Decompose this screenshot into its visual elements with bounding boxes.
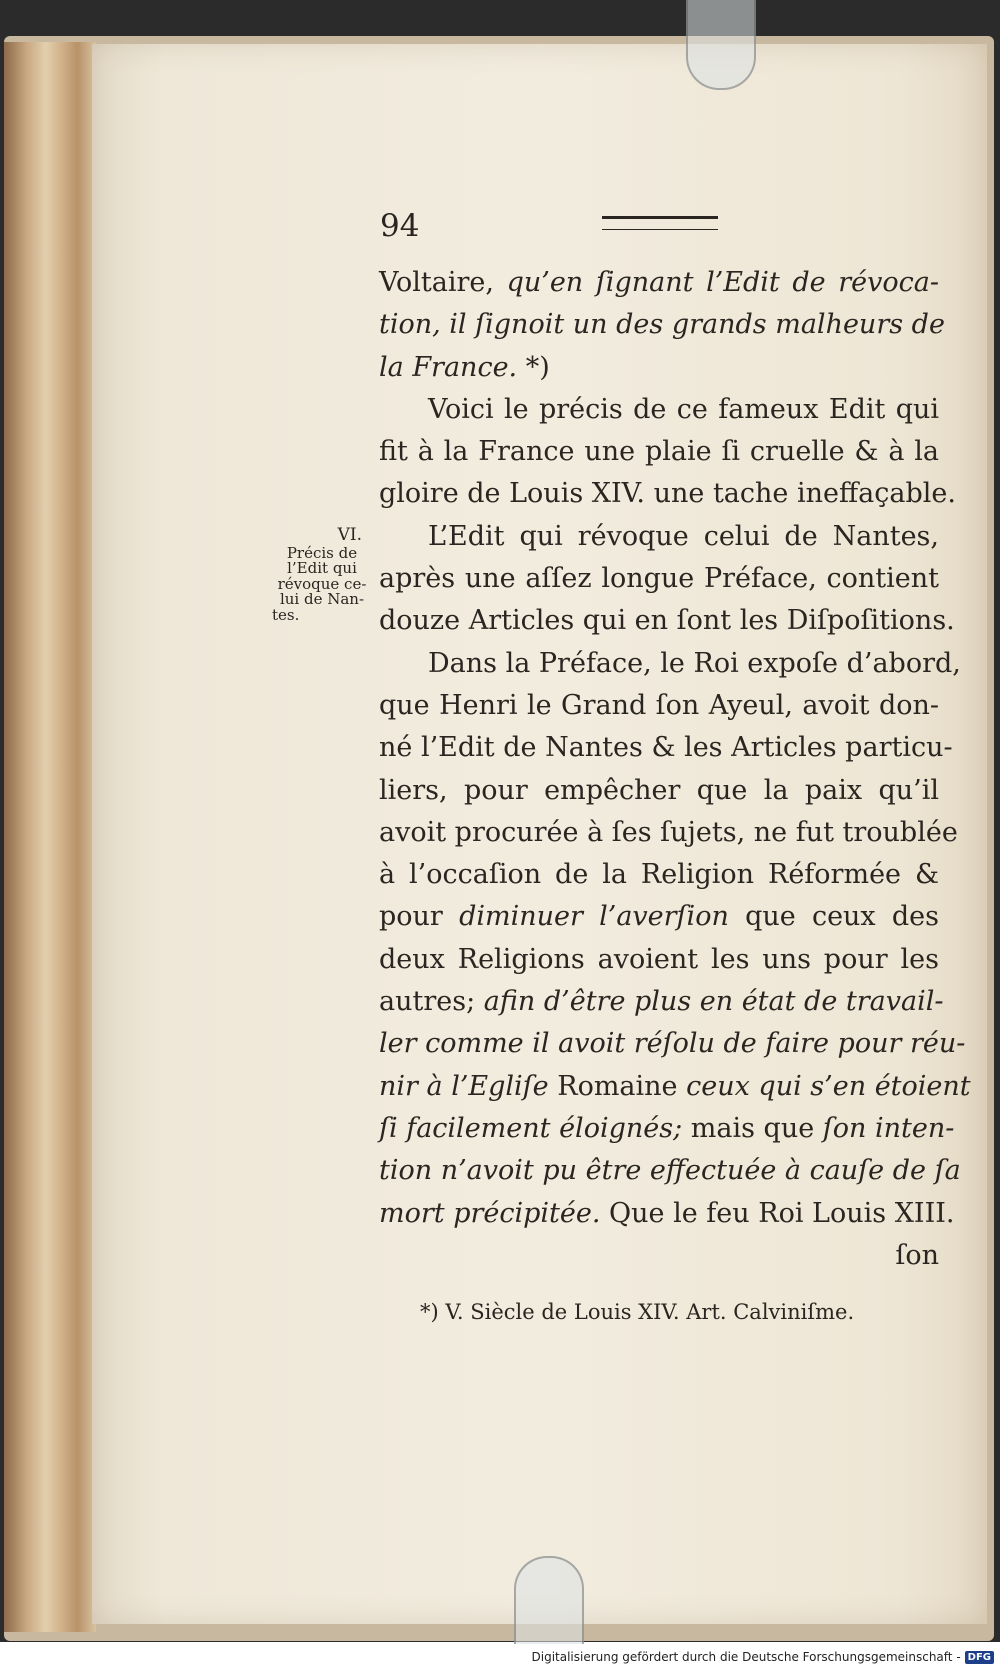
marginal-note-line: lui de Nan- [279, 590, 365, 608]
text-line [379, 558, 939, 600]
text-line [379, 1193, 955, 1235]
header-rule [602, 216, 718, 230]
text-line [379, 262, 939, 304]
page-clip-top [686, 0, 756, 90]
italic-text: nir à l’Egliſe [379, 1070, 549, 1102]
italic-text: la France. [379, 351, 518, 383]
text-run: gloire de Louis XIV. une tache ineffaçable. [379, 478, 956, 510]
text-line [379, 854, 939, 896]
text-run: L’Edit qui révoque celui de Nantes, [428, 520, 939, 552]
text-line [379, 304, 945, 346]
text-run: autres; [379, 986, 484, 1018]
text-run: pour [379, 901, 460, 933]
text-line [379, 600, 955, 642]
marginal-note-number: VI. [337, 525, 362, 545]
page-clip-bottom [514, 1556, 584, 1644]
text-line [379, 1108, 955, 1150]
text-run: Que le feu Roi Louis XIII. [600, 1197, 955, 1229]
text-line [379, 389, 939, 431]
text-run: ſon [895, 1239, 939, 1271]
text-line [379, 685, 939, 727]
digitization-credit [532, 1650, 995, 1664]
italic-text: afin d’être plus en état de travail- [483, 986, 944, 1018]
dfg-logo-icon: DFG [965, 1651, 994, 1664]
text-line [379, 347, 939, 389]
text-line [379, 812, 958, 854]
text-line [379, 1066, 971, 1108]
italic-text: tion, il ſignoit un des grands malheurs de [379, 309, 945, 341]
italic-text: ler comme il avoit réſolu de faire pour réu- [379, 1028, 966, 1060]
text-run: que Henri le Grand ſon Ayeul, avoit don- [379, 689, 939, 721]
text-run: douze Articles qui en ſont les Diſpoſitions. [379, 605, 955, 637]
text-line [379, 981, 944, 1023]
text-line [379, 770, 939, 812]
text-line [379, 1150, 961, 1192]
text-line [379, 516, 939, 558]
text-run: mais que [682, 1112, 823, 1144]
italic-text: ſi facilement éloignés; [379, 1112, 683, 1144]
page-edges [4, 42, 96, 1632]
text-line [379, 431, 939, 473]
text-run: après une aſſez longue Préface, contient [379, 563, 939, 595]
text-run: avoit procurée à ſes ſujets, ne fut troublée [379, 816, 958, 848]
italic-text: diminuer l’averſion [459, 901, 729, 933]
text-run: Voici le précis de ce fameux Edit qui [428, 393, 939, 425]
text-run: deux Religions avoient les uns pour les [379, 943, 939, 975]
marginal-note-line: révoque ce- [277, 574, 367, 593]
text-run: né l’Edit de Nantes & les Articles particu- [379, 732, 953, 764]
marginal-note-line: Précis de [286, 543, 358, 562]
text-run: Voltaire, [379, 267, 507, 298]
marginal-note-line: l’Edit qui [287, 559, 357, 577]
text-run: Dans la Préface, le Roi expoſe d’abord, [428, 647, 961, 679]
text-run: que ceux des [728, 901, 939, 933]
italic-text: ceux qui s’en étoient [686, 1070, 971, 1102]
text-run: *) [517, 351, 550, 383]
italic-text: ſon inten- [822, 1112, 955, 1144]
marginal-note [272, 525, 372, 624]
text-line [379, 643, 961, 685]
text-run: Romaine [548, 1070, 687, 1102]
body-text [379, 262, 971, 1277]
text-line [379, 1235, 939, 1277]
italic-text: tion n’avoit pu être effectuée à cauſe de ſa [379, 1155, 961, 1187]
text-line [379, 896, 939, 938]
page-number: 94 [380, 208, 420, 244]
text-line [379, 473, 956, 515]
footnote: *) V. Siècle de Louis XIV. Art. Calviniſme. [420, 1300, 855, 1324]
text-line [379, 727, 953, 769]
italic-text: mort précipitée. [379, 1197, 601, 1229]
text-run: liers, pour empêcher que la paix qu’il [379, 774, 939, 806]
italic-text: qu’en ſignant l’Edit de révoca- [506, 267, 939, 298]
text-run: à l’occaſion de la Religion Réformée & [379, 859, 939, 891]
text-run: fit à la France une plaie ſi cruelle & à la [379, 436, 939, 468]
credit-text: Digitalisierung gefördert durch die Deutsche Forschungsgemeinschaft - [531, 1650, 961, 1664]
marginal-note-line: tes. [272, 605, 300, 624]
text-line [379, 939, 939, 981]
text-line [379, 1023, 966, 1065]
